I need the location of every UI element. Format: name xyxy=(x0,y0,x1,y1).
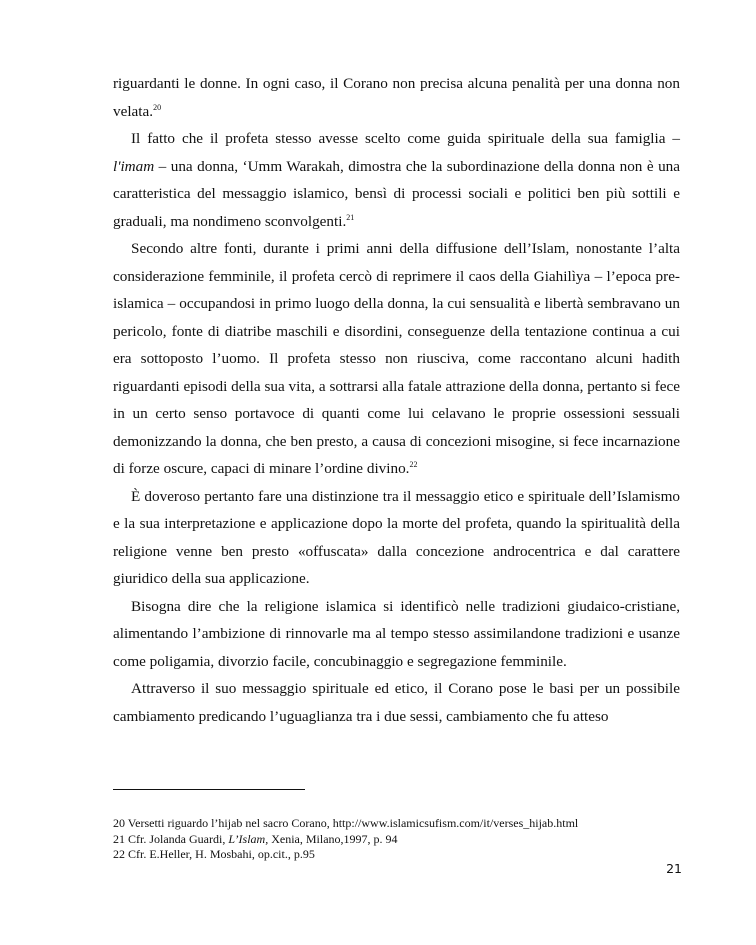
paragraph-2 xyxy=(113,125,680,235)
footnote-21-italic: L’Islam, xyxy=(228,831,269,846)
footnote-20-text: 20 Versetti riguardo l’hijab nel sacro Corano, http://www.islamicsufism.com/it/verses_hijab.html xyxy=(113,816,579,830)
footnote-20 xyxy=(113,816,680,832)
page-number: 21 xyxy=(666,861,682,876)
footnote-ref-20[interactable]: 20 xyxy=(153,102,162,112)
paragraph-5 xyxy=(113,593,680,676)
footnote-22 xyxy=(113,847,680,863)
footnotes xyxy=(113,816,680,863)
paragraph-5-text: Bisogna dire che la religione islamica si identificò nelle tradizioni giudaico-cristiane, alimentando l’ambizione di rinnovarle ma al tempo stesso assimilandone tradizioni e usanze come poligamia, divorzio facile, concubinaggio e segregazione femminile. xyxy=(113,597,680,670)
paragraph-2-text-a: Il fatto che il profeta stesso avesse scelto come guida spirituale della sua famiglia – xyxy=(131,130,680,147)
paragraph-1-text: riguardanti le donne. In ogni caso, il Corano non precisa alcuna penalità per una donna non velata. xyxy=(113,75,680,120)
footnote-21 xyxy=(113,832,680,848)
paragraph-2-text-b: – una donna, ‘Umm Warakah, dimostra che la subordinazione della donna non è una caratteristica del messaggio islamico, bensì di processi sociali e politici ben più sottili e graduali, ma nondimeno sconvolgenti. xyxy=(113,157,680,230)
paragraph-2-italic: l'imam xyxy=(113,157,155,175)
footnote-ref-22[interactable]: 22 xyxy=(409,460,418,469)
footnote-ref-21[interactable]: 21 xyxy=(346,212,355,222)
paragraph-1 xyxy=(113,70,680,125)
paragraph-3-text: Secondo altre fonti, durante i primi anni della diffusione dell’Islam, nonostante l’alta considerazione femminile, il profeta cercò di reprimere il caos della Giahilìya – l’epoca pre-islamica – occupandosi in primo luogo della donna, la cui sensualità e libertà sembravano un pericolo, fonte di diatribe maschili e disordini, conseguenze della tentazione continua a cui era sottoposto l’uomo. Il profeta stesso non riusciva, come raccontano alcuni hadith riguardanti episodi della sua vita, a sottrarsi alla fatale attrazione della donna, pertanto si fece in un certo senso portavoce di quanti come lui celavano le proprie ossessioni sessuali demonizzando la donna, che ben presto, a causa di concezioni misogine, si fece incarnazione di forze oscure, capaci di minare l’ordine divino. xyxy=(113,240,680,477)
paragraph-4 xyxy=(113,483,680,593)
page-body xyxy=(113,70,680,730)
paragraph-6-text: Attraverso il suo messaggio spirituale ed etico, il Corano pose le basi per un possibile cambiamento predicando l’uguaglianza tra i due sessi, cambiamento che fu atteso xyxy=(113,680,680,725)
footnote-21-text-a: 21 Cfr. Jolanda Guardi, xyxy=(113,831,229,846)
footnote-separator xyxy=(113,789,305,790)
paragraph-4-text: È doveroso pertanto fare una distinzione tra il messaggio etico e spirituale dell’Islamismo e la sua interpretazione e applicazione dopo la morte del profeta, quando la spiritualità della religione venne ben presto «offuscata» dalla concezione androcentrica e dal carattere giuridico della sua applicazione. xyxy=(113,487,680,587)
footnote-22-text: 22 Cfr. E.Heller, H. Mosbahi, op.cit., p.95 xyxy=(113,847,315,861)
paragraph-3 xyxy=(113,235,680,483)
footnote-21-text-b: Xenia, Milano,1997, p. 94 xyxy=(268,831,398,846)
paragraph-6 xyxy=(113,675,680,730)
